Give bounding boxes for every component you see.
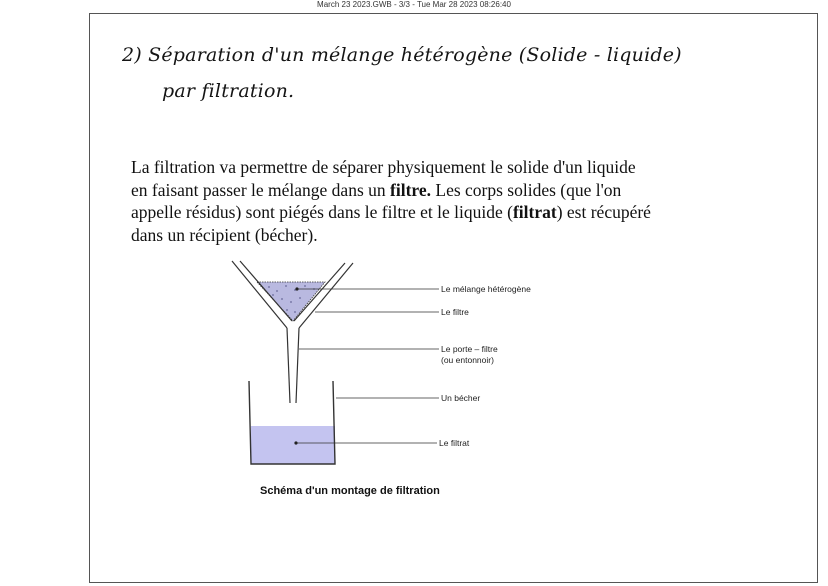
label-filter: Le filtre: [441, 307, 469, 317]
leader-lines: [297, 289, 439, 443]
label-filtrate: Le filtrat: [439, 438, 470, 448]
label-filter-holder: Le porte – filtre: [441, 344, 498, 354]
paragraph-text-2: Les corps solides (que l'on appelle résidus) sont piégés dans le filtre et le liquide (: [131, 179, 622, 222]
heading-line-1: 2) Séparation d'un mélange hétérogène (Solide - liquide): [122, 44, 682, 66]
explanation-paragraph: [131, 156, 651, 246]
label-beaker: Un bécher: [441, 393, 481, 403]
handwritten-heading: [122, 44, 682, 102]
paragraph-text-3: ) est récupéré dans un récipient (bécher).: [131, 202, 651, 245]
label-mixture: Le mélange hétérogène: [441, 284, 531, 294]
filtration-diagram: [225, 255, 585, 480]
paragraph-text-1: La filtration va permettre de séparer physiquement le solide d'un liquide en faisant passer le mélange dans un: [131, 157, 636, 200]
paragraph-bold-filtrat: filtrat: [512, 202, 557, 222]
paragraph-bold-filtre: filtre.: [390, 179, 431, 200]
filtrate-liquid: [251, 426, 335, 464]
label-filter-holder-alt: (ou entonnoir): [441, 355, 494, 365]
heading-line-2: par filtration.: [162, 80, 295, 102]
page-header: March 23 2023.GWB - 3/3 - Tue Mar 28 2023 08:26:40: [317, 0, 511, 9]
diagram-caption: Schéma d'un montage de filtration: [260, 485, 440, 497]
